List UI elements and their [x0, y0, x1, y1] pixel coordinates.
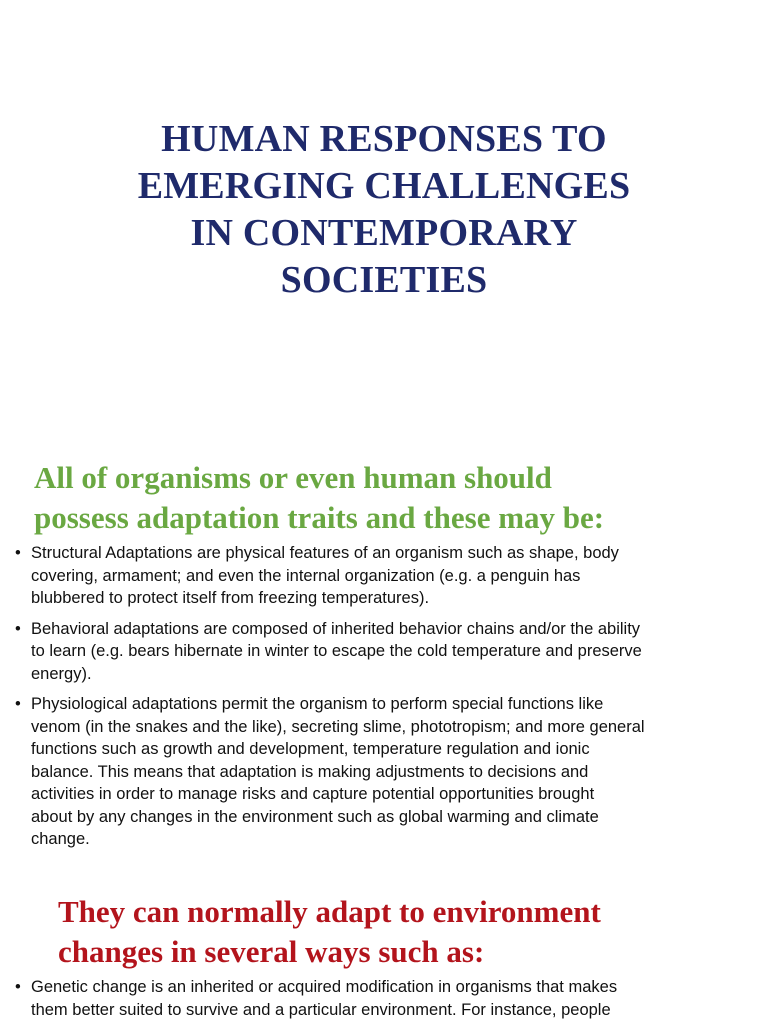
bullet-icon: • [15, 695, 21, 713]
bullet-icon: • [15, 619, 21, 638]
adaptation-ways-heading [58, 892, 601, 972]
title-line: HUMAN RESPONSES TO [161, 118, 607, 160]
title-line: SOCIETIES [280, 259, 488, 301]
list-item-structural [14, 542, 754, 610]
adaptation-ways-list [14, 976, 754, 1024]
list-item-line: to learn (e.g. bears hibernate in winter to escape the cold temperature and preserve [31, 642, 642, 660]
list-item-line: them better suited to survive and a particular environment. For instance, people [31, 1000, 611, 1019]
list-item-line: blubbered to protect itself from freezing temperatures). [31, 589, 430, 607]
title-line: IN CONTEMPORARY [190, 212, 578, 254]
list-item-line: about by any changes in the environment such as global warming and climate [31, 807, 599, 826]
list-item-line: venom (in the snakes and the like), secreting slime, phototropism; and more general [31, 717, 645, 736]
title-line: EMERGING CHALLENGES [137, 165, 631, 207]
list-item-line: Physiological adaptations permit the organism to perform special functions like [31, 695, 604, 713]
list-item-line: functions such as growth and development, temperature regulation and ionic [31, 740, 590, 758]
list-item-line: energy). [31, 664, 92, 683]
list-item-line: balance. This means that adaptation is making adjustments to decisions and [31, 762, 589, 781]
bullet-icon: • [15, 544, 21, 562]
page-title [60, 116, 708, 304]
list-item-line: Structural Adaptations are physical features of an organism such as shape, body [31, 544, 619, 562]
list-item-line: covering, armament; and even the internal organization (e.g. a penguin has [31, 566, 581, 585]
list-item-line: Behavioral adaptations are composed of inherited behavior chains and/or the ability [31, 619, 641, 638]
list-item-physiological [14, 693, 754, 851]
heading-line: All of organisms or even human should [34, 460, 552, 495]
list-item-line: activities in order to manage risks and capture potential opportunities brought [31, 785, 595, 803]
adaptation-types-list [14, 542, 754, 859]
adaptation-traits-heading [34, 458, 604, 538]
heading-line: possess adaptation traits and these may be: [34, 500, 605, 535]
list-item-behavioral [14, 618, 754, 686]
list-item-line: change. [31, 830, 90, 848]
heading-line: changes in several ways such as: [58, 934, 485, 969]
list-item-line: Genetic change is an inherited or acquired modification in organisms that makes [31, 978, 618, 996]
heading-line: They can normally adapt to environment [58, 894, 601, 929]
bullet-icon: • [15, 978, 21, 996]
list-item-genetic-change [14, 976, 754, 1021]
